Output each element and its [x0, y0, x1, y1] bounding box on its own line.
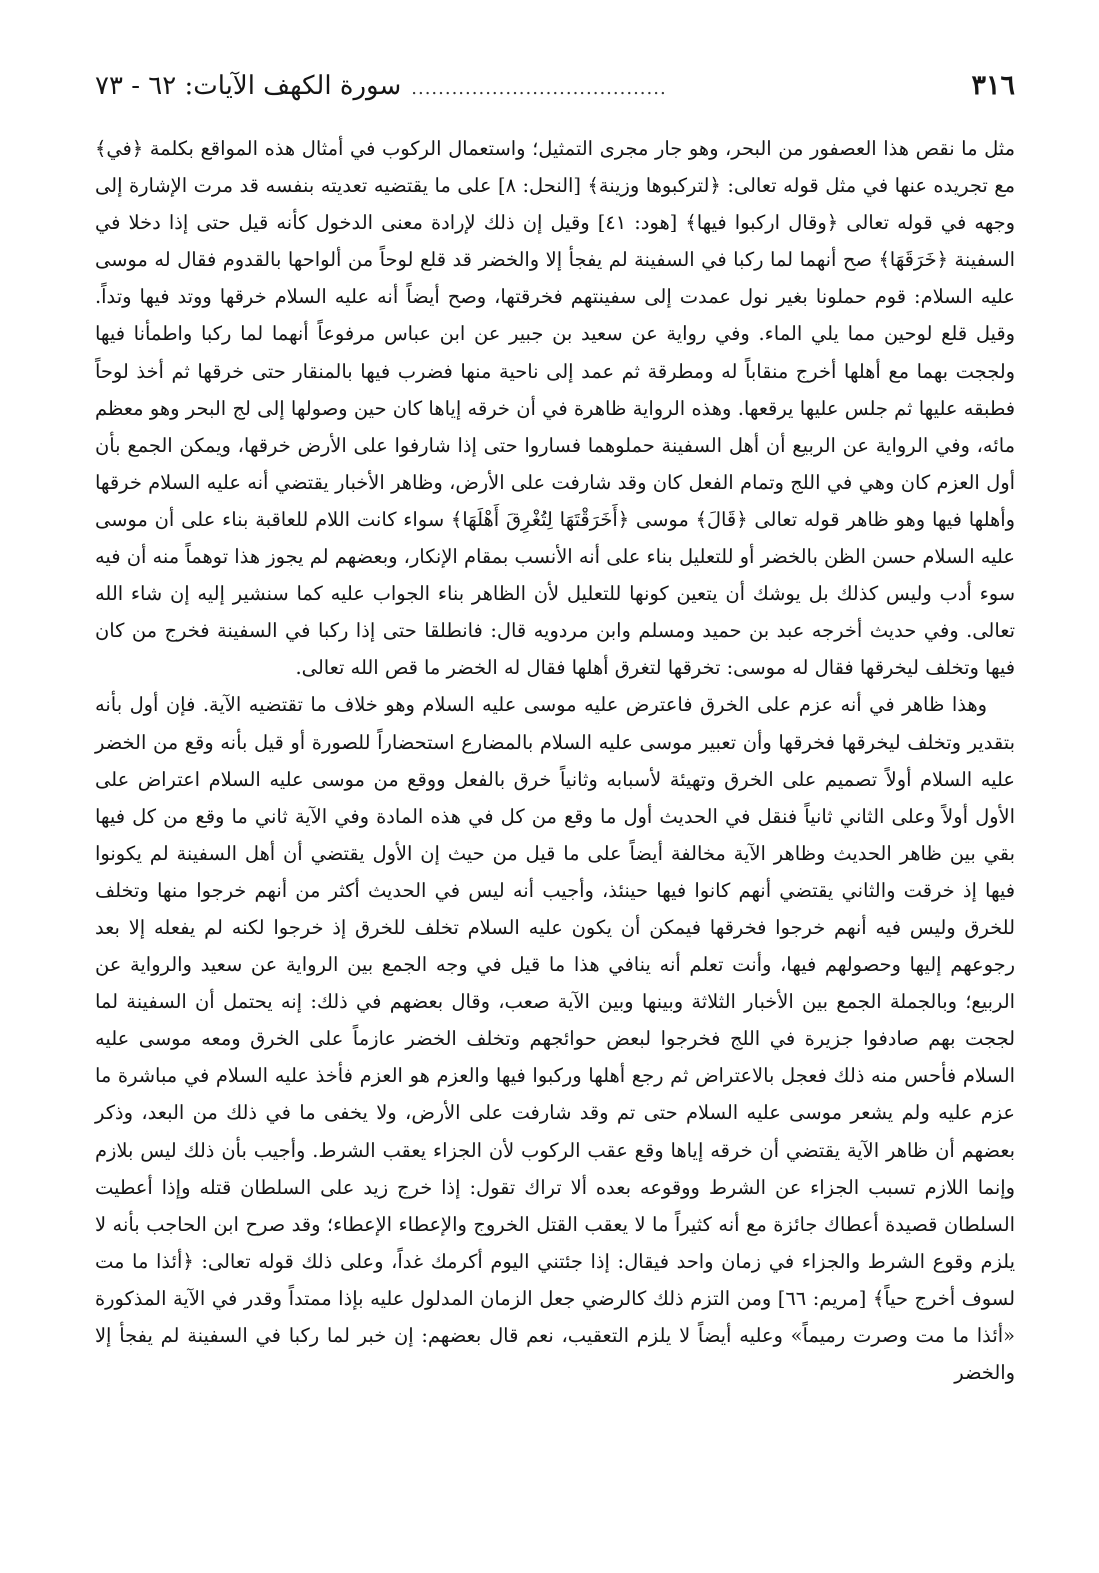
paragraph-1: مثل ما نقص هذا العصفور من البحر، وهو جار مجرى التمثيل؛ واستعمال الركوب في أمثال هذه المواقع بكلمة ﴿في﴾ مع تجريده عنها في مثل قوله تعالى: ﴿لتركبوها وزينة﴾ [النحل: ٨] على ما يقتضيه تعديته بنفسه قد مرت الإشارة إلى وجهه في قوله تعالى ﴿وقال اركبوا فيها﴾ [هود: ٤١] وقيل إن ذلك لإرادة معنى الدخول كأنه قيل حتى إذا دخلا في السفينة ﴿خَرَقَهَا﴾ صح أنهما لما ركبا في السفينة لم يفجأ إلا والخضر قد قلع لوحاً من ألواحها بالقدوم فقال له موسى عليه السلام: قوم حملونا بغير نول عمدت إلى سفينتهم فخرقتها، وصح أيضاً أنه عليه السلام خرقها ووتد فيها وتداً. وقيل قلع لوحين مما يلي الماء. وفي رواية عن سعيد بن جبير عن ابن عباس مرفوعاً أنهما لما ركبا واطمأنا فيها ولججت بهما مع أهلها أخرج منقاباً له ومطرقة ثم عمد إلى ناحية منها فضرب فيها بالمنقار حتى خرقها ثم أخذ لوحاً فطبقه عليها ثم جلس عليها يرقعها. وهذه الرواية ظاهرة في أن خرقه إياها كان حين وصولها إلى لج البحر وهو معظم مائه، وفي الرواية عن الربيع أن أهل السفينة حملوهما فساروا حتى إذا شارفوا على الأرض خرقها، ويمكن الجمع بأن أول العزم كان وهي في اللج وتمام الفعل كان وقد شارفت على الأرض، وظاهر الأخبار يقتضي أنه عليه السلام خرقها وأهلها فيها وهو ظاهر قوله تعالى ﴿قَالَ﴾ موسى ﴿أَخَرَقْتَهَا لِتُغْرِقَ أَهْلَهَا﴾ سواء كانت اللام للعاقبة بناء على أن موسى عليه السلام حسن الظن بالخضر أو للتعليل بناء على أنه الأنسب بمقام الإنكار، وبعضهم لم يجوز هذا توهماً منه أن فيه سوء أدب وليس كذلك بل يوشك أن يتعين كونها للتعليل لأن الظاهر بناء الجواب عليه كما سنشير إليه إن شاء الله تعالى. وفي حديث أخرجه عبد بن حميد ومسلم وابن مردويه قال: فانطلقا حتى إذا ركبا في السفينة فخرج من كان فيها وتخلف ليخرقها فقال له موسى: تخرقها لتغرق أهلها فقال له الخضر ما قص الله تعالى. [95, 137, 1016, 680]
leader-dots: ...................................... [411, 78, 667, 99]
page-number: ٣١٦ [971, 70, 1015, 101]
page-header [95, 70, 1015, 110]
paragraph-2: وهذا ظاهر في أنه عزم على الخرق فاعترض عليه موسى عليه السلام وهو خلاف ما تقتضيه الآية. فإن أول بأنه بتقدير وتخلف ليخرقها فخرقها وأن تعبير موسى عليه السلام بالمضارع استحضاراً للصورة أو قيل بأنه وقع من الخضر عليه السلام أولاً تصميم على الخرق وتهيئة لأسبابه وثانياً خرق بالفعل ووقع من موسى عليه السلام اعتراض على الأول أولاً وعلى الثاني ثانياً فنقل في الحديث أول ما وقع من كل في هذه المادة وفي الآية ثاني ما وقع من كل فيها بقي بين ظاهر الحديث وظاهر الآية مخالفة أيضاً على ما قيل من حيث إن الأول يقتضي أن أهل السفينة لم يكونوا فيها إذ خرقت والثاني يقتضي أنهم كانوا فيها حينئذ، وأجيب أنه ليس في الحديث أكثر من أنهم خرجوا منها وتخلف للخرق وليس فيه أنهم خرجوا فخرقها فيمكن أن يكون عليه السلام تخلف للخرق إذ خرجوا لكنه لم يفعله إلا بعد رجوعهم إليها وحصولهم فيها، وأنت تعلم أنه ينافي هذا ما قيل في وجه الجمع بين الرواية عن سعيد والرواية عن الربيع؛ وبالجملة الجمع بين الأخبار الثلاثة وبينها وبين الآية صعب، وقال بعضهم في ذلك: إنه يحتمل أن السفينة لما لججت بهم صادفوا جزيرة في اللج فخرجوا لبعض حوائجهم وتخلف الخضر عازماً على الخرق ومعه موسى عليه السلام فأحس منه ذلك فعجل بالاعتراض ثم رجع أهلها وركبوا فيها والعزم هو العزم فأخذ عليه السلام في مباشرة ما عزم عليه ولم يشعر موسى عليه السلام حتى تم وقد شارفت على الأرض، ولا يخفى ما في ذلك من البعد، وذكر بعضهم أن ظاهر الآية يقتضي أن خرقه إياها وقع عقب الركوب لأن الجزاء يعقب الشرط. وأجيب بأن ذلك ليس بلازم وإنما اللازم تسبب الجزاء عن الشرط ووقوعه بعده ألا تراك تقول: إذا خرج زيد على السلطان قتله وإذا أعطيت السلطان قصيدة أعطاك جائزة مع أنه كثيراً ما لا يعقب القتل الخروج والإعطاء الإعطاء؛ وقد صرح ابن الحاجب بأنه لا يلزم وقوع الشرط والجزاء في زمان واحد فيقال: إذا جئتني اليوم أكرمك غداً، وعلى ذلك قوله تعالى: ﴿أئذا ما مت لسوف أخرج حياً﴾ [مريم: ٦٦] ومن التزم ذلك كالرضي جعل الزمان المدلول عليه بإذا ممتداً وقدر في الآية المذكورة «أئذا ما مت وصرت رميماً» وعليه أيضاً لا يلزم التعقيب، نعم قال بعضهم: إن خبر لما ركبا في السفينة لم يفجأ إلا والخضر [95, 693, 1016, 1385]
running-title [95, 71, 667, 101]
book-page [95, 70, 1015, 1391]
surah-title: سورة الكهف الآيات: ٦٢ - ٧٣ [95, 71, 402, 101]
